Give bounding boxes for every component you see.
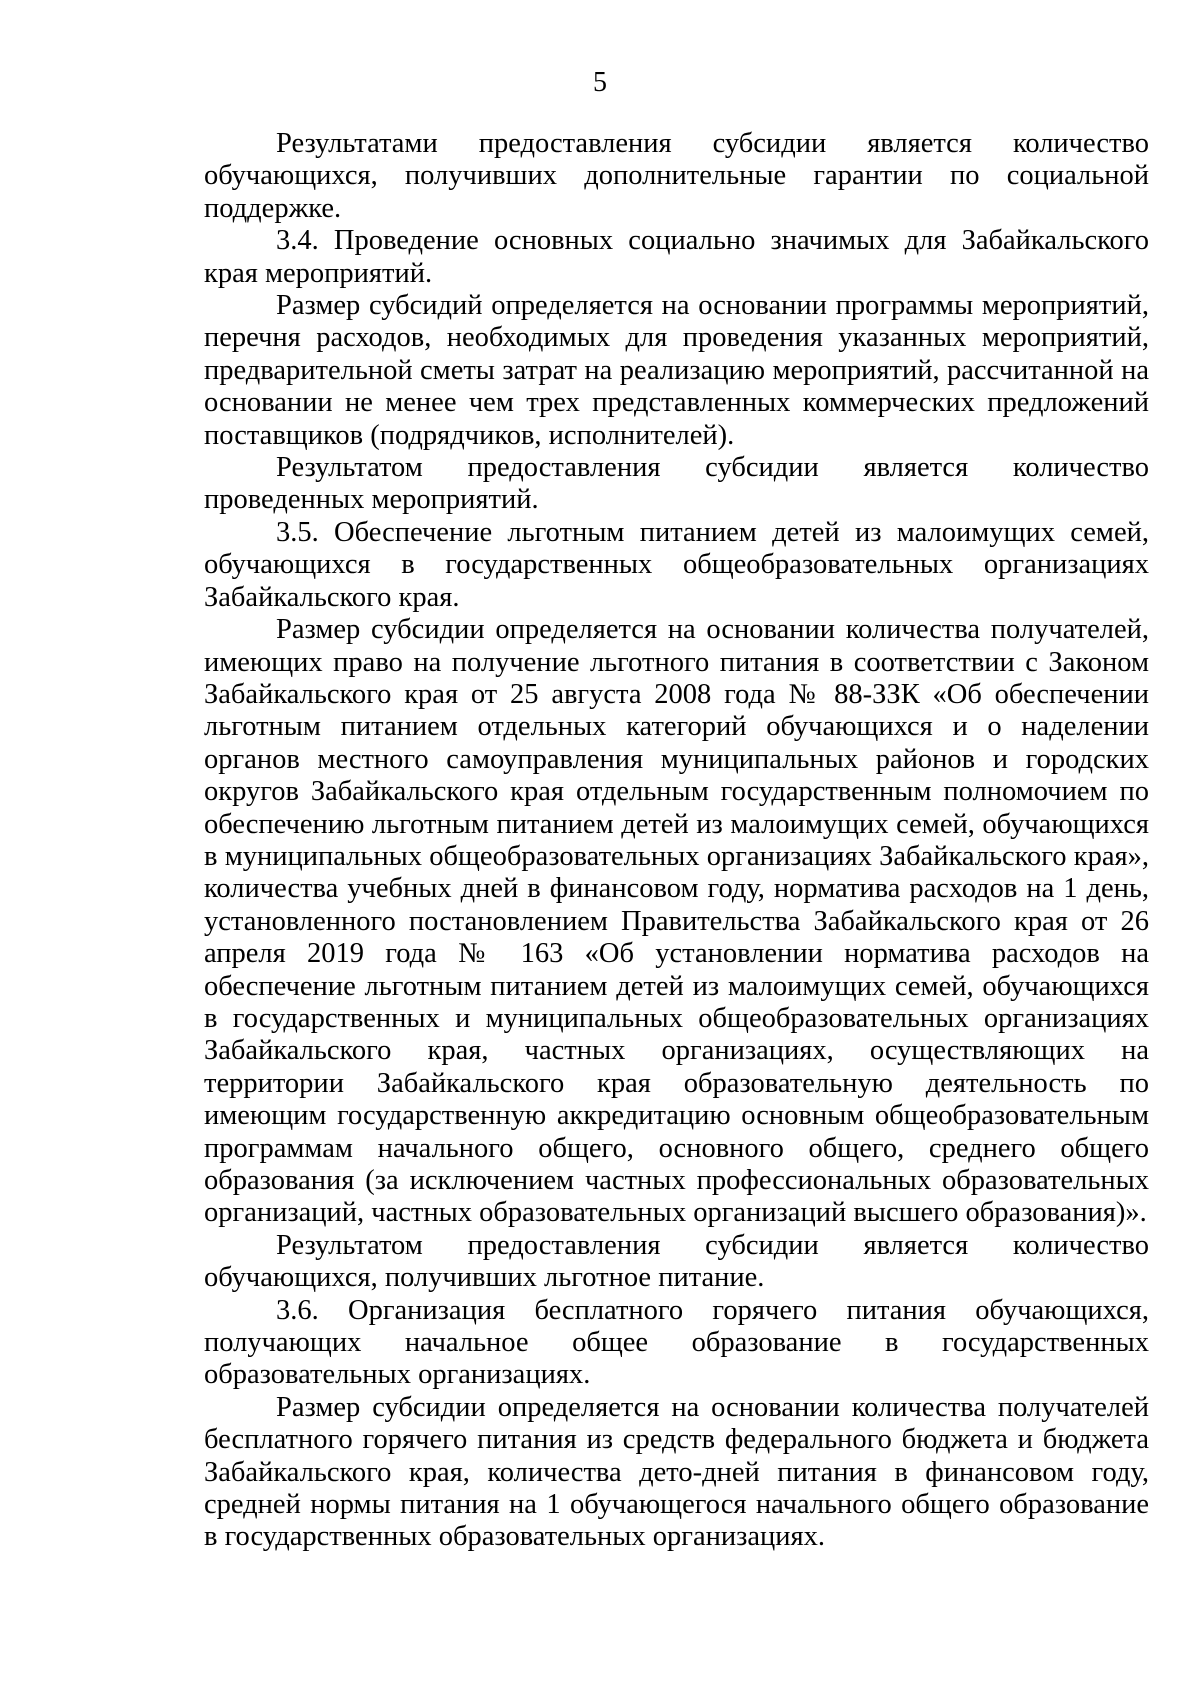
paragraph-section-3-6-subsidy-size: Размер субсидии определяется на основании количества получателей бесплатного горячего питания из средств федерального бюджета и бюджета Забайкальского края, количества дето-дней питания в финансовом году, средней нормы питания на 1 обучающегося начального общего образование в государственных образовательных организациях.: [204, 1391, 1149, 1553]
paragraph-section-3-4-result: Результатом предоставления субсидии является количество проведенных мероприятий.: [204, 452, 1149, 516]
paragraph-section-3-5-heading: 3.5. Обеспечение льготным питанием детей из малоимущих семей, обучающихся в государственных общеобразовательных организациях Забайкальского края.: [204, 516, 1149, 613]
document-body: [204, 128, 1149, 1554]
paragraph-section-3-4-subsidy-size: Размер субсидий определяется на основании программы мероприятий, перечня расходов, необходимых для проведения указанных мероприятий, предварительной сметы затрат на реализацию мероприятий, рассчитанной на основании не менее чем трех представленных коммерческих предложений поставщиков (подрядчиков, исполнителей).: [204, 290, 1149, 451]
paragraph-section-3-5-result: Результатом предоставления субсидии является количество обучающихся, получивших льготное питание.: [204, 1229, 1149, 1294]
page-number: 5: [593, 67, 607, 98]
paragraph-section-3-6-heading: 3.6. Организация бесплатного горячего питания обучающихся, получающих начальное общее образование в государственных образовательных организациях.: [204, 1294, 1149, 1391]
paragraph-section-3-5-subsidy-size: Размер субсидии определяется на основании количества получателей, имеющих право на получение льготного питания в соответствии с Законом Забайкальского края от 25 августа 2008 года № 88-ЗЗК «Об обеспечении льготным питанием отдельных категорий обучающихся и о наделении органов местного самоуправления муниципальных районов и городских округов Забайкальского края отдельным государственным полномочием по обеспечению льготным питанием детей из малоимущих семей, обучающихся в муниципальных общеобразовательных организациях Забайкальского края», количества учебных дней в финансовом году, норматива расходов на 1 день, установленного постановлением Правительства Забайкальского края от 26 апреля 2019 года № 163 «Об установлении норматива расходов на обеспечение льготным питанием детей из малоимущих семей, обучающихся в государственных и муниципальных общеобразовательных организациях Забайкальского края, частных организациях, осуществляющих на территории Забайкальского края образовательную деятельность по имеющим государственную аккредитацию основным общеобразовательным программам начального общего, основного общего, среднего общего образования (за исключением частных профессиональных образовательных организаций, частных образовательных организаций высшего образования)».: [204, 614, 1149, 1229]
paragraph-section-3-4-heading: 3.4. Проведение основных социально значимых для Забайкальского края мероприятий.: [204, 225, 1149, 289]
paragraph-results-social-support: Результатами предоставления субсидии является количество обучающихся, получивших дополнительные гарантии по социальной поддержке.: [204, 128, 1149, 224]
